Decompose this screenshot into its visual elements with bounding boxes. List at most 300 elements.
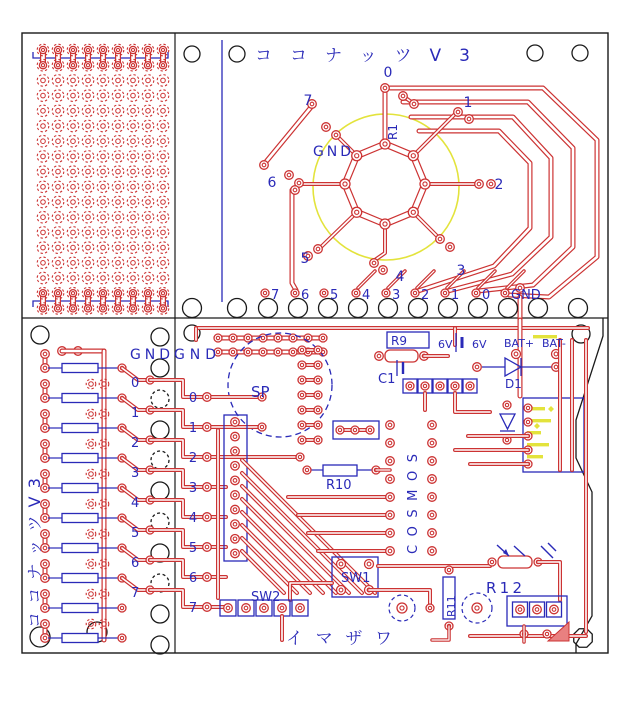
pad-hole (131, 185, 136, 190)
pad-hole (146, 154, 151, 159)
solder-pad (114, 62, 121, 69)
pad-hole (131, 261, 136, 266)
solder-pad (446, 243, 455, 252)
pad-hole (116, 139, 121, 144)
pad-hole (71, 276, 76, 281)
pad-hole (71, 109, 76, 114)
edge-pad-label: GND (511, 288, 541, 303)
pad-ring (157, 90, 169, 102)
pad-hole (86, 200, 91, 205)
pad-hole (131, 109, 136, 114)
pad-hole (146, 169, 151, 174)
pad-ring (82, 105, 94, 117)
pad-hole (56, 200, 61, 205)
pad-hole (131, 124, 136, 129)
solder-pad (314, 436, 322, 444)
bat-minus-label: BAT- (542, 337, 566, 350)
copper-trace-core (538, 562, 560, 600)
pad-hole (146, 139, 151, 144)
pad-ring (157, 166, 169, 178)
solder-pad (69, 46, 76, 53)
solder-pad (381, 84, 390, 93)
solder-pad (231, 535, 240, 544)
pad-hole (161, 154, 166, 159)
pad-ring (67, 257, 79, 269)
solder-pad (426, 604, 434, 612)
pad-hole (161, 169, 166, 174)
edge-pad-label: 6 (301, 288, 310, 303)
solder-pad (244, 334, 252, 342)
pad-ring (82, 257, 94, 269)
pad-hole (101, 245, 106, 250)
solder-pad (84, 46, 91, 53)
solder-pad (118, 604, 126, 612)
pad-hole (41, 154, 46, 159)
pad-ring (86, 439, 96, 449)
resistor-body (62, 634, 98, 643)
pad-ring (86, 559, 96, 569)
solder-pad (408, 207, 418, 217)
solder-pad (298, 361, 306, 369)
solder-pad (454, 108, 463, 117)
solder-pad (512, 350, 521, 359)
solder-pad (428, 439, 437, 448)
pad-hole (71, 215, 76, 220)
solder-pad (336, 426, 344, 434)
pad-hole (131, 215, 136, 220)
resistor-footprint (385, 350, 418, 362)
pad-ring (82, 75, 94, 87)
r10-label: R10 (326, 478, 352, 493)
pad-ring (112, 242, 124, 254)
rotary-position-label: 1 (463, 95, 473, 111)
pad-hole (71, 261, 76, 266)
solder-pad (231, 418, 240, 427)
solder-pad (260, 161, 269, 170)
solder-pad (41, 380, 50, 389)
solder-pad (118, 634, 126, 642)
resistor-bank-panel (30, 326, 205, 654)
solder-pad (261, 289, 269, 297)
solder-pad (421, 382, 429, 390)
solder-pad (114, 290, 121, 297)
pad-ring (86, 469, 96, 479)
pad-ring (157, 120, 169, 132)
row-label: 0 (131, 376, 140, 391)
solder-pad (352, 151, 362, 161)
pad-ring (52, 90, 64, 102)
sw2-label: SW2 (251, 590, 281, 605)
solder-pad (436, 235, 445, 244)
solder-pad (314, 346, 322, 354)
pad-ring (37, 211, 49, 223)
pad-hole (161, 139, 166, 144)
pad-hole (131, 154, 136, 159)
solder-pad (314, 245, 323, 254)
pad-hole (56, 109, 61, 114)
pad-hole (71, 139, 76, 144)
pad-ring (67, 227, 79, 239)
left-panel-side-title: ココナッツV3 (25, 478, 44, 628)
solder-pad (39, 305, 46, 312)
solder-pad (84, 305, 91, 312)
pad-ring (52, 166, 64, 178)
resistor-body (62, 574, 98, 583)
pad-hole (71, 124, 76, 129)
pad-hole (116, 215, 121, 220)
solder-pad (533, 605, 542, 614)
edge-pad-label: 2 (421, 288, 430, 303)
solder-pad (231, 447, 240, 456)
pad-ring (127, 135, 139, 147)
solder-pad (229, 348, 237, 356)
solder-pad (428, 457, 437, 466)
pad-hole (116, 230, 121, 235)
pad-ring (37, 227, 49, 239)
pad-hole (116, 185, 121, 190)
solder-pad (203, 483, 212, 492)
solder-pad (41, 350, 50, 359)
pad-hole (131, 139, 136, 144)
solder-pad (41, 440, 50, 449)
pad-hole (101, 215, 106, 220)
mounting-hole (151, 451, 169, 469)
pad-ring (82, 242, 94, 254)
pad-ring (82, 272, 94, 284)
solder-pad (428, 493, 437, 502)
row-label: 3 (131, 466, 140, 481)
solder-pad (242, 604, 251, 613)
pad-hole (116, 261, 121, 266)
pad-ring (82, 135, 94, 147)
pad-hole (146, 230, 151, 235)
pad-ring (86, 499, 96, 509)
solder-pad (231, 462, 240, 471)
solder-pad (54, 46, 61, 53)
pad-hole (161, 261, 166, 266)
solder-pad (298, 421, 306, 429)
pad-ring (112, 120, 124, 132)
solder-pad (203, 513, 212, 522)
solder-pad (159, 290, 166, 297)
pad-hole (146, 185, 151, 190)
pad-hole (71, 245, 76, 250)
copper-trace-core (418, 131, 530, 291)
solder-pad (298, 406, 306, 414)
copper-fill-wedge (548, 622, 569, 641)
solder-pad (99, 290, 106, 297)
solder-pad (436, 382, 444, 390)
maker-label: イマザワ (286, 629, 392, 649)
solder-pad (84, 290, 91, 297)
pad-hole (71, 78, 76, 83)
solder-pad (411, 289, 419, 297)
pad-hole (41, 78, 46, 83)
pad-hole (86, 215, 91, 220)
pad-ring (127, 196, 139, 208)
pad-ring (52, 135, 64, 147)
pad-ring (97, 196, 109, 208)
pad-ring (127, 105, 139, 117)
pad-hole (71, 154, 76, 159)
pad-ring (86, 379, 96, 389)
rotary-position-label: 4 (395, 269, 405, 285)
pad-hole (146, 276, 151, 281)
row-label: 2 (131, 436, 140, 451)
solder-pad (386, 547, 395, 556)
pad-hole (89, 532, 94, 537)
solder-pad (259, 348, 267, 356)
pad-ring (97, 242, 109, 254)
resistor-body (62, 604, 98, 613)
rotary-position-label: 2 (494, 177, 504, 193)
pad-ring (97, 227, 109, 239)
pad-ring (52, 227, 64, 239)
r9-label: R9 (391, 334, 407, 348)
pad-hole (101, 139, 106, 144)
pad-hole (146, 261, 151, 266)
solder-pad (322, 123, 331, 132)
pad-ring (142, 105, 154, 117)
pad-ring (142, 227, 154, 239)
main-gnd-label: GND (174, 347, 216, 363)
pad-hole (56, 139, 61, 144)
solder-pad (386, 457, 395, 466)
v6-right-label: 6V (472, 338, 487, 351)
pad-ring (37, 181, 49, 193)
row-label: 1 (131, 406, 140, 421)
solder-pad (550, 605, 559, 614)
pad-ring (37, 120, 49, 132)
solder-pad (337, 586, 346, 595)
solder-pad (303, 466, 311, 474)
pad-ring (52, 151, 64, 163)
pad-ring (52, 120, 64, 132)
solder-pad (129, 305, 136, 312)
copper-trace (418, 131, 530, 291)
transistor-arrow (503, 549, 509, 556)
mounting-hole (31, 326, 49, 344)
row-label: 1 (188, 421, 198, 436)
pad-ring (67, 211, 79, 223)
pad-ring (67, 75, 79, 87)
pad-hole (146, 124, 151, 129)
solder-pad (39, 290, 46, 297)
pad-ring (82, 120, 94, 132)
rotary-position-label: 5 (300, 251, 310, 267)
pad-hole (56, 185, 61, 190)
pad-hole (116, 169, 121, 174)
pad-hole (86, 276, 91, 281)
pad-ring (52, 181, 64, 193)
pad-hole (89, 502, 94, 507)
pad-hole (146, 93, 151, 98)
pad-ring (52, 272, 64, 284)
solder-pad (41, 470, 50, 479)
row-label: 6 (131, 556, 140, 571)
d1-label: D1 (505, 377, 522, 391)
solder-pad (159, 46, 166, 53)
solder-pad (144, 46, 151, 53)
bat-plus-label: BAT+ (504, 337, 535, 350)
pad-ring (67, 105, 79, 117)
copper-trace-core (265, 106, 312, 163)
pad-hole (131, 78, 136, 83)
pad-ring (37, 257, 49, 269)
pad-hole (146, 215, 151, 220)
resistor-body (62, 484, 98, 493)
copper-trace (372, 224, 385, 262)
r1-label: R1 (386, 124, 400, 140)
pad-hole (71, 169, 76, 174)
solder-pad (314, 361, 322, 369)
solder-pad (380, 219, 390, 229)
pad-ring (142, 151, 154, 163)
pad-hole (101, 276, 106, 281)
silk-line (514, 546, 525, 556)
solder-pad (352, 207, 362, 217)
solder-pad (289, 348, 297, 356)
pad-ring (157, 242, 169, 254)
pad-ring (37, 166, 49, 178)
solder-pad (386, 493, 395, 502)
pad-hole (161, 230, 166, 235)
mounting-hole (569, 299, 588, 318)
rotary-position-label: 0 (383, 65, 393, 81)
resistor-body (62, 454, 98, 463)
solder-pad (319, 334, 327, 342)
pad-ring (37, 272, 49, 284)
diode-symbol (500, 414, 515, 429)
solder-pad (451, 382, 459, 390)
solder-pad (144, 62, 151, 69)
pad-ring (37, 90, 49, 102)
solder-pad (314, 391, 322, 399)
solder-pad (231, 505, 240, 514)
solder-pad (399, 92, 408, 101)
pad-ring (112, 75, 124, 87)
solder-pad (296, 604, 305, 613)
pad-ring (37, 105, 49, 117)
pad-ring (142, 272, 154, 284)
solder-pad (366, 426, 374, 434)
pad-hole (116, 276, 121, 281)
main-board-panel (184, 320, 592, 647)
v6-left-label: 6V (438, 338, 453, 351)
pad-hole (86, 78, 91, 83)
pad-hole (56, 169, 61, 174)
mounting-hole (151, 390, 169, 408)
pad-ring (142, 75, 154, 87)
pad-ring (52, 196, 64, 208)
pad-hole (101, 169, 106, 174)
mounting-hole (151, 421, 169, 439)
pad-hole (161, 185, 166, 190)
pad-hole (101, 78, 106, 83)
pad-ring (67, 120, 79, 132)
pad-hole (86, 139, 91, 144)
r12-label: R12 (486, 579, 522, 597)
pad-hole (56, 261, 61, 266)
solder-pad (332, 131, 341, 140)
solder-pad (370, 259, 379, 268)
pad-ring (67, 135, 79, 147)
pad-ring (97, 151, 109, 163)
pad-ring (157, 181, 169, 193)
solder-pad (69, 305, 76, 312)
rotary-position-label: 6 (267, 175, 277, 191)
solder-pad (298, 391, 306, 399)
pad-hole (41, 109, 46, 114)
resistor-footprint (498, 556, 532, 568)
pad-hole (161, 93, 166, 98)
pad-hole (161, 200, 166, 205)
solder-pad (291, 186, 300, 195)
pad-ring (67, 196, 79, 208)
pad-hole (146, 200, 151, 205)
pad-hole (131, 200, 136, 205)
solder-pad (428, 421, 437, 430)
solder-pad (465, 115, 474, 124)
pad-ring (67, 166, 79, 178)
solder-pad (258, 423, 266, 431)
copper-trace (455, 393, 490, 412)
solder-pad (231, 491, 240, 500)
solder-pad (386, 529, 395, 538)
pad-hole (101, 154, 106, 159)
pad-hole (101, 93, 106, 98)
row-label: 4 (131, 496, 140, 511)
pad-hole (131, 276, 136, 281)
pad-ring (82, 151, 94, 163)
solder-pad (231, 432, 240, 441)
pad-ring (37, 135, 49, 147)
pad-hole (41, 276, 46, 281)
pad-ring (82, 211, 94, 223)
pad-hole (89, 442, 94, 447)
pad-ring (86, 589, 96, 599)
pad-hole (56, 93, 61, 98)
solder-pad (144, 305, 151, 312)
solder-pad (39, 62, 46, 69)
pad-ring (82, 166, 94, 178)
row-label: 6 (188, 571, 198, 586)
pad-hole (41, 230, 46, 235)
solder-pad (386, 475, 395, 484)
perfboard-panel (33, 44, 169, 314)
pad-hole (116, 93, 121, 98)
solder-pad (386, 439, 395, 448)
board-outline-notch (576, 318, 603, 653)
solder-pad (231, 549, 240, 558)
mounting-hole (151, 605, 169, 623)
pad-ring (82, 196, 94, 208)
solder-pad (231, 520, 240, 529)
edge-pad-label: 4 (362, 288, 371, 303)
pad-ring (142, 257, 154, 269)
solder-pad (340, 179, 350, 189)
silk-mark (534, 423, 540, 429)
pad-hole (86, 185, 91, 190)
pad-ring (112, 181, 124, 193)
silk-mark (548, 406, 554, 412)
pad-ring (127, 257, 139, 269)
copper-trace (538, 562, 560, 600)
solder-pad (428, 475, 437, 484)
solder-pad (524, 404, 532, 412)
solder-pad (397, 603, 407, 613)
pad-ring (52, 257, 64, 269)
